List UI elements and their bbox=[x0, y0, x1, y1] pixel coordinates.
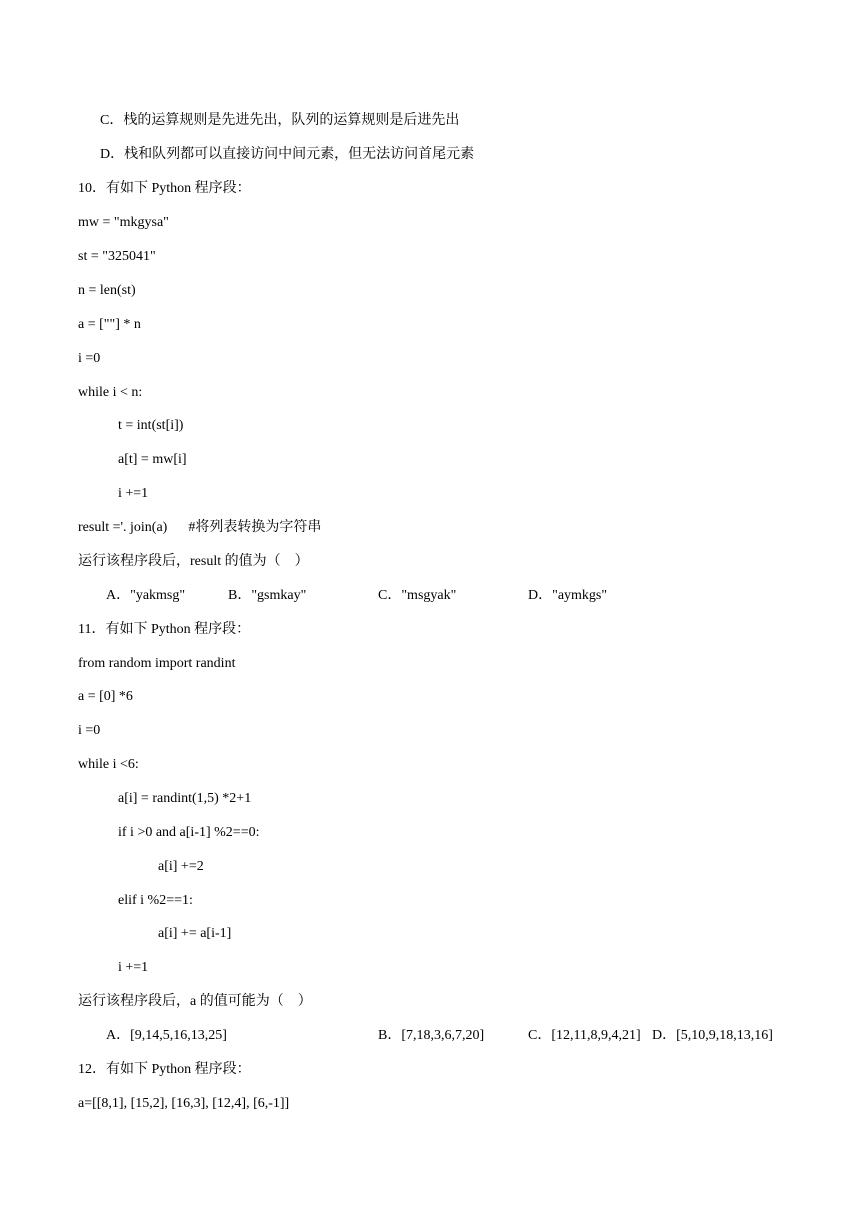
q11-code-line: a = [0] *6 bbox=[78, 689, 133, 704]
q10-code-line: st = "325041" bbox=[78, 249, 156, 264]
q10-code-line: i =0 bbox=[78, 351, 101, 366]
q11-code-line: i +=1 bbox=[118, 960, 149, 975]
q10-code-line: result ='. join(a) #将列表转换为字符串 bbox=[78, 520, 322, 535]
q11-option-a: A．[9,14,5,16,13,25] bbox=[106, 1028, 227, 1043]
q10-code-line: t = int(st[i]) bbox=[118, 418, 184, 433]
q10-code-line: a = [""] * n bbox=[78, 317, 141, 332]
q10-option-b: B．"gsmkay" bbox=[228, 588, 307, 603]
q11-option-b: B．[7,18,3,6,7,20] bbox=[378, 1028, 485, 1043]
q10-code-line: a[t] = mw[i] bbox=[118, 452, 187, 467]
q11-option-d: D．[5,10,9,18,13,16] bbox=[652, 1028, 773, 1043]
q11-code-line: elif i %2==1: bbox=[118, 893, 193, 908]
q11-question: 运行该程序段后，a 的值可能为（ ） bbox=[78, 994, 312, 1009]
q10-option-c: C．"msgyak" bbox=[378, 588, 457, 603]
q12-code-line: a=[[8,1], [15,2], [16,3], [12,4], [6,-1]] bbox=[78, 1096, 290, 1111]
q9-option-d: D．栈和队列都可以直接访问中间元素，但无法访问首尾元素 bbox=[100, 147, 475, 162]
q10-code-line: n = len(st) bbox=[78, 283, 136, 298]
q11-code-line: from random import randint bbox=[78, 656, 236, 671]
q11-code-line: while i <6: bbox=[78, 757, 139, 772]
q10-code-line: mw = "mkgysa" bbox=[78, 215, 169, 230]
q11-code-line: if i >0 and a[i-1] %2==0: bbox=[118, 825, 260, 840]
q9-option-c: C．栈的运算规则是先进先出，队列的运算规则是后进先出 bbox=[100, 113, 460, 128]
q12-stem: 12．有如下 Python 程序段： bbox=[78, 1062, 251, 1077]
q11-code-line: a[i] +=2 bbox=[158, 859, 204, 874]
q10-code-line: i +=1 bbox=[118, 486, 149, 501]
q10-question: 运行该程序段后，result 的值为（ ） bbox=[78, 554, 309, 569]
q10-code-line: while i < n: bbox=[78, 385, 143, 400]
q11-code-line: a[i] = randint(1,5) *2+1 bbox=[118, 791, 252, 806]
q11-code-line: a[i] += a[i-1] bbox=[158, 926, 232, 941]
q11-code-line: i =0 bbox=[78, 723, 101, 738]
q11-stem: 11．有如下 Python 程序段： bbox=[78, 622, 251, 637]
q11-option-c: C．[12,11,8,9,4,21] bbox=[528, 1028, 641, 1043]
q10-option-d: D．"aymkgs" bbox=[528, 588, 608, 603]
q10-option-a: A．"yakmsg" bbox=[106, 588, 186, 603]
q10-stem: 10．有如下 Python 程序段： bbox=[78, 181, 251, 196]
